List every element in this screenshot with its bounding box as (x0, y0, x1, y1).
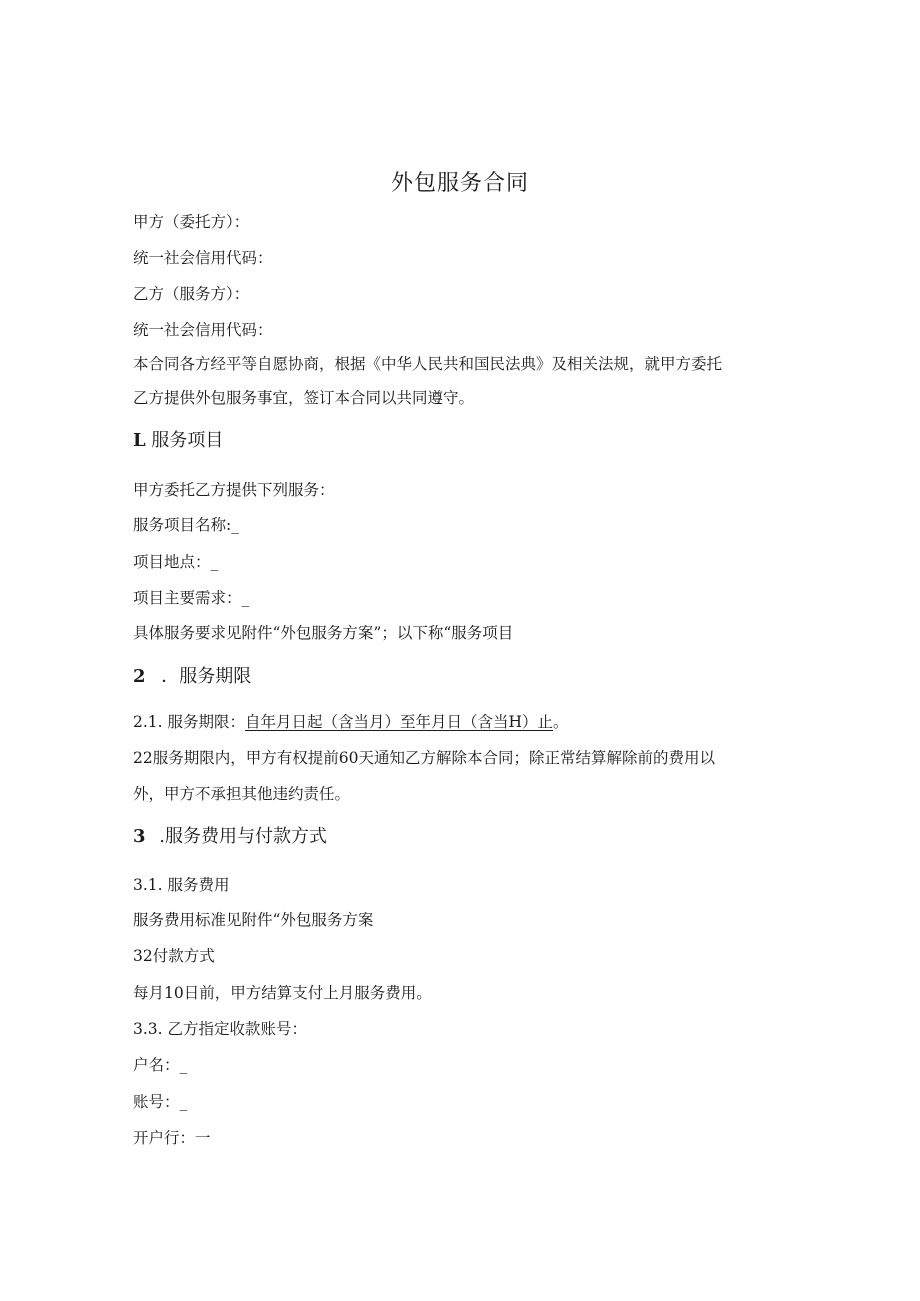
section-1-title: 服务项目 (151, 430, 224, 451)
party-a-label: 甲方（委托方）： (133, 213, 250, 231)
clause-2-1 (133, 710, 569, 732)
party-b-credit-code: 统一社会信用代码： (133, 321, 273, 339)
service-item-requirements: 项目主要需求：_ (133, 589, 250, 607)
document-title: 外包服务合同 (390, 171, 529, 196)
clause-3-2-detail: 每月10日前，甲方结算支付上月服务费用。 (133, 984, 432, 1002)
clause-3-3: 3.3. 乙方指定收款账号： (133, 1020, 308, 1038)
section-3-number: 3 (133, 826, 146, 847)
preamble-line-1: 本合同各方经平等自愿协商，根据《中华人民共和国民法典》及相关法规，就甲方委托 (133, 355, 723, 373)
section-2-title: ．服务期限 (161, 666, 252, 687)
service-item-name: 服务项目名称:_ (133, 516, 239, 534)
section-2-heading (133, 662, 251, 688)
clause-2-2-line-2: 外，甲方不承担其他违约责任。 (133, 785, 351, 803)
section-1-intro: 甲方委托乙方提供下列服务： (133, 481, 335, 499)
clause-2-1-term: 自年月日起（含当月）至年月日（含当H）止 (245, 713, 554, 731)
party-b-label: 乙方（服务方）： (133, 285, 250, 303)
account-number: 账号：_ (133, 1093, 188, 1111)
section-3-title: .服务费用与付款方式 (159, 826, 327, 847)
section-1-number: L (133, 430, 146, 451)
clause-3-1-detail: 服务费用标准见附件“外包服务方案 (133, 911, 374, 929)
section-3-heading (133, 822, 327, 848)
bank-name: 开户行：一 (133, 1129, 211, 1147)
account-name: 户名：_ (133, 1056, 188, 1074)
clause-2-1-prefix: 2.1. 服务期限： (133, 713, 246, 731)
party-a-credit-code: 统一社会信用代码： (133, 249, 273, 267)
service-detail: 具体服务要求见附件“外包服务方案”；以下称“服务项目 (133, 624, 514, 642)
clause-3-2: 32付款方式 (133, 947, 215, 965)
service-item-location: 项目地点：_ (133, 553, 219, 571)
clause-2-1-suffix: 。 (553, 713, 569, 731)
section-1-heading (133, 426, 223, 452)
clause-3-1: 3.1. 服务费用 (133, 876, 230, 894)
section-2-number: 2 (133, 666, 146, 687)
clause-2-2-line-1: 22服务期限内，甲方有权提前60天通知乙方解除本合同；除正常结算解除前的费用以 (133, 749, 715, 767)
preamble-line-2: 乙方提供外包服务事宜，签订本合同以共同遵守。 (133, 389, 475, 407)
